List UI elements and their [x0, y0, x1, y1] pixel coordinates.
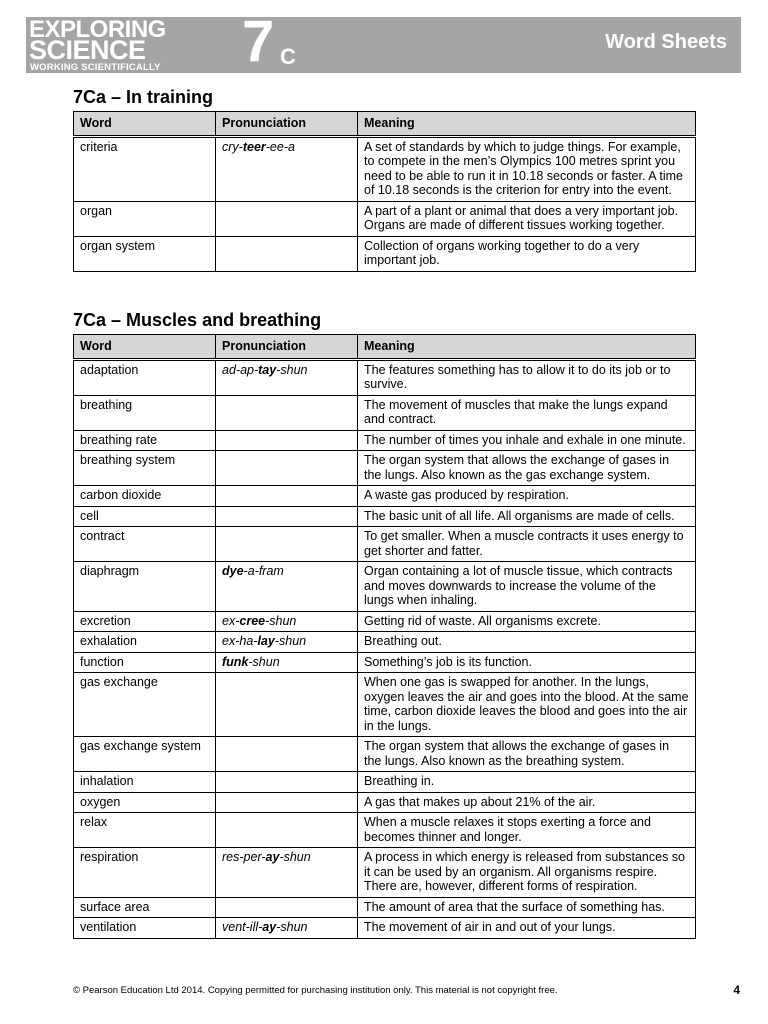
word-cell: diaphragm [74, 562, 216, 612]
meaning-cell: The organ system that allows the exchange of gases in the lungs. Also known as the breathing system. [358, 737, 696, 772]
meaning-cell: A gas that makes up about 21% of the air. [358, 792, 696, 813]
meaning-cell: Breathing in. [358, 772, 696, 793]
word-cell: respiration [74, 848, 216, 898]
table-header-row [74, 112, 696, 137]
meaning-cell: A waste gas produced by respiration. [358, 486, 696, 507]
word-cell: criteria [74, 136, 216, 201]
pronunciation-cell [216, 772, 358, 793]
pronunciation-segment: ay [265, 850, 280, 864]
table-row [74, 562, 696, 612]
table-row [74, 527, 696, 562]
table-row [74, 813, 696, 848]
meaning-cell: The movement of air in and out of your lungs. [358, 918, 696, 939]
table-header-row [74, 335, 696, 360]
pronunciation-segment: vent-ill- [222, 920, 263, 934]
pronunciation-cell [216, 136, 358, 201]
pronunciation-cell [216, 201, 358, 236]
table-row [74, 451, 696, 486]
column-header-word: Word [74, 335, 216, 360]
pronunciation-cell [216, 652, 358, 673]
pronunciation-cell [216, 486, 358, 507]
column-header-meaning: Meaning [358, 112, 696, 137]
meaning-cell: The organ system that allows the exchange of gases in the lungs. Also known as the gas exchange system. [358, 451, 696, 486]
section-heading-muscles-and-breathing: 7Ca – Muscles and breathing [73, 310, 322, 330]
pronunciation-cell [216, 848, 358, 898]
pronunciation-cell [216, 673, 358, 737]
word-cell: excretion [74, 611, 216, 632]
word-cell: contract [74, 527, 216, 562]
exploring-science-logo [29, 18, 219, 72]
pronunciation-segment: cry- [222, 139, 243, 154]
logo-line-exploring: EXPLORING [29, 16, 166, 43]
logo-line-science: SCIENCE [29, 35, 146, 65]
word-cell: breathing system [74, 451, 216, 486]
pronunciation-cell [216, 527, 358, 562]
word-cell: breathing [74, 395, 216, 430]
table-row [74, 918, 696, 939]
meaning-cell: The amount of area that the surface of something has. [358, 897, 696, 918]
meaning-cell: The features something has to allow it to do its job or to survive. [358, 359, 696, 395]
pronunciation-cell [216, 737, 358, 772]
word-cell: exhalation [74, 632, 216, 653]
glossary-table-muscles-and-breathing [73, 334, 696, 939]
word-cell: relax [74, 813, 216, 848]
table-row [74, 430, 696, 451]
word-cell: inhalation [74, 772, 216, 793]
pronunciation-segment: ad-ap- [222, 362, 259, 377]
pronunciation-segment: ex- [222, 613, 240, 628]
section-heading-in-training: 7Ca – In training [73, 87, 214, 107]
table-row [74, 737, 696, 772]
meaning-cell: A part of a plant or animal that does a very important job. Organs are made of different tissues working together. [358, 201, 696, 236]
table-row [74, 359, 696, 395]
word-cell: organ system [74, 236, 216, 271]
word-cell: breathing rate [74, 430, 216, 451]
table-row [74, 486, 696, 507]
word-cell: surface area [74, 897, 216, 918]
column-header-word: Word [74, 112, 216, 137]
pronunciation-cell [216, 813, 358, 848]
meaning-cell: To get smaller. When a muscle contracts it uses energy to get shorter and fatter. [358, 527, 696, 562]
table-row [74, 772, 696, 793]
word-cell: gas exchange system [74, 737, 216, 772]
pronunciation-cell [216, 897, 358, 918]
meaning-cell: The basic unit of all life. All organisms are made of cells. [358, 506, 696, 527]
meaning-cell: Breathing out. [358, 632, 696, 653]
pronunciation-cell [216, 611, 358, 632]
word-cell: carbon dioxide [74, 486, 216, 507]
pronunciation-segment: cree [239, 613, 266, 628]
pronunciation-cell [216, 792, 358, 813]
pronunciation-cell [216, 451, 358, 486]
pronunciation-segment: -ee-a [265, 139, 295, 154]
word-cell: adaptation [74, 359, 216, 395]
table-row [74, 673, 696, 737]
pronunciation-segment: funk [222, 654, 249, 669]
pronunciation-segment: -a-fram [243, 564, 284, 578]
meaning-cell: Getting rid of waste. All organisms excrete. [358, 611, 696, 632]
word-cell: function [74, 652, 216, 673]
header-banner [26, 9, 741, 74]
table-row [74, 395, 696, 430]
pronunciation-segment: tay [258, 362, 277, 377]
pronunciation-cell [216, 506, 358, 527]
pronunciation-segment: -shun [274, 634, 307, 648]
meaning-cell: A process in which energy is released from substances so it can be used by an organism. All organisms respire. There are, however, different forms of respiration. [358, 848, 696, 898]
word-cell: organ [74, 201, 216, 236]
page-title: Word Sheets [605, 31, 727, 53]
table-row [74, 652, 696, 673]
column-header-pronunciation: Pronunciation [216, 335, 358, 360]
table-row [74, 136, 696, 201]
pronunciation-segment: -shun [276, 920, 308, 934]
pronunciation-cell [216, 918, 358, 939]
table-row [74, 848, 696, 898]
unit-letter: C [280, 44, 296, 69]
logo-line-working-scientifically: WORKING SCIENTIFICALLY [30, 62, 161, 73]
meaning-cell: The number of times you inhale and exhale in one minute. [358, 430, 696, 451]
meaning-cell: When a muscle relaxes it stops exerting a force and becomes thinner and longer. [358, 813, 696, 848]
unit-number: 7 [242, 9, 275, 74]
word-cell: cell [74, 506, 216, 527]
pronunciation-cell [216, 395, 358, 430]
meaning-cell: Collection of organs working together to do a very important job. [358, 236, 696, 271]
meaning-cell: A set of standards by which to judge things. For example, to compete in the men’s Olympics 100 metres sprint you need to be able to run it in 10.18 seconds or faster. A time of 10.18 seconds is the criterion for entry into the event. [358, 136, 696, 201]
pronunciation-segment: -shun [265, 613, 297, 628]
pronunciation-segment: -shun [276, 362, 308, 377]
word-cell: gas exchange [74, 673, 216, 737]
pronunciation-cell [216, 236, 358, 271]
table-row [74, 792, 696, 813]
pronunciation-segment: lay [257, 634, 275, 648]
table-row [74, 506, 696, 527]
pronunciation-cell [216, 430, 358, 451]
pronunciation-segment: res-per- [222, 850, 266, 864]
column-header-meaning: Meaning [358, 335, 696, 360]
glossary-table-in-training [73, 111, 696, 272]
pronunciation-cell [216, 359, 358, 395]
column-header-pronunciation: Pronunciation [216, 112, 358, 137]
table-row [74, 632, 696, 653]
copyright-notice: © Pearson Education Ltd 2014. Copying permitted for purchasing institution only. This material is not copyright free. [73, 985, 558, 996]
page-number: 4 [733, 983, 740, 997]
pronunciation-segment: -shun [248, 654, 280, 669]
pronunciation-cell [216, 632, 358, 653]
meaning-cell: Something’s job is its function. [358, 652, 696, 673]
pronunciation-segment: teer [242, 139, 266, 154]
pronunciation-segment: dye [222, 564, 244, 578]
pronunciation-segment: ay [262, 920, 277, 934]
table-row [74, 201, 696, 236]
word-cell: oxygen [74, 792, 216, 813]
pronunciation-segment: ex-ha- [222, 634, 258, 648]
word-cell: ventilation [74, 918, 216, 939]
table-row [74, 897, 696, 918]
table-row [74, 236, 696, 271]
meaning-cell: The movement of muscles that make the lungs expand and contract. [358, 395, 696, 430]
pronunciation-cell [216, 562, 358, 612]
meaning-cell: When one gas is swapped for another. In the lungs, oxygen leaves the air and goes into the blood. At the same time, carbon dioxide leaves the blood and goes into the air in the lungs. [358, 673, 696, 737]
table-row [74, 611, 696, 632]
pronunciation-segment: -shun [279, 850, 311, 864]
meaning-cell: Organ containing a lot of muscle tissue, which contracts and moves downwards to increase the volume of the lungs when inhaling. [358, 562, 696, 612]
